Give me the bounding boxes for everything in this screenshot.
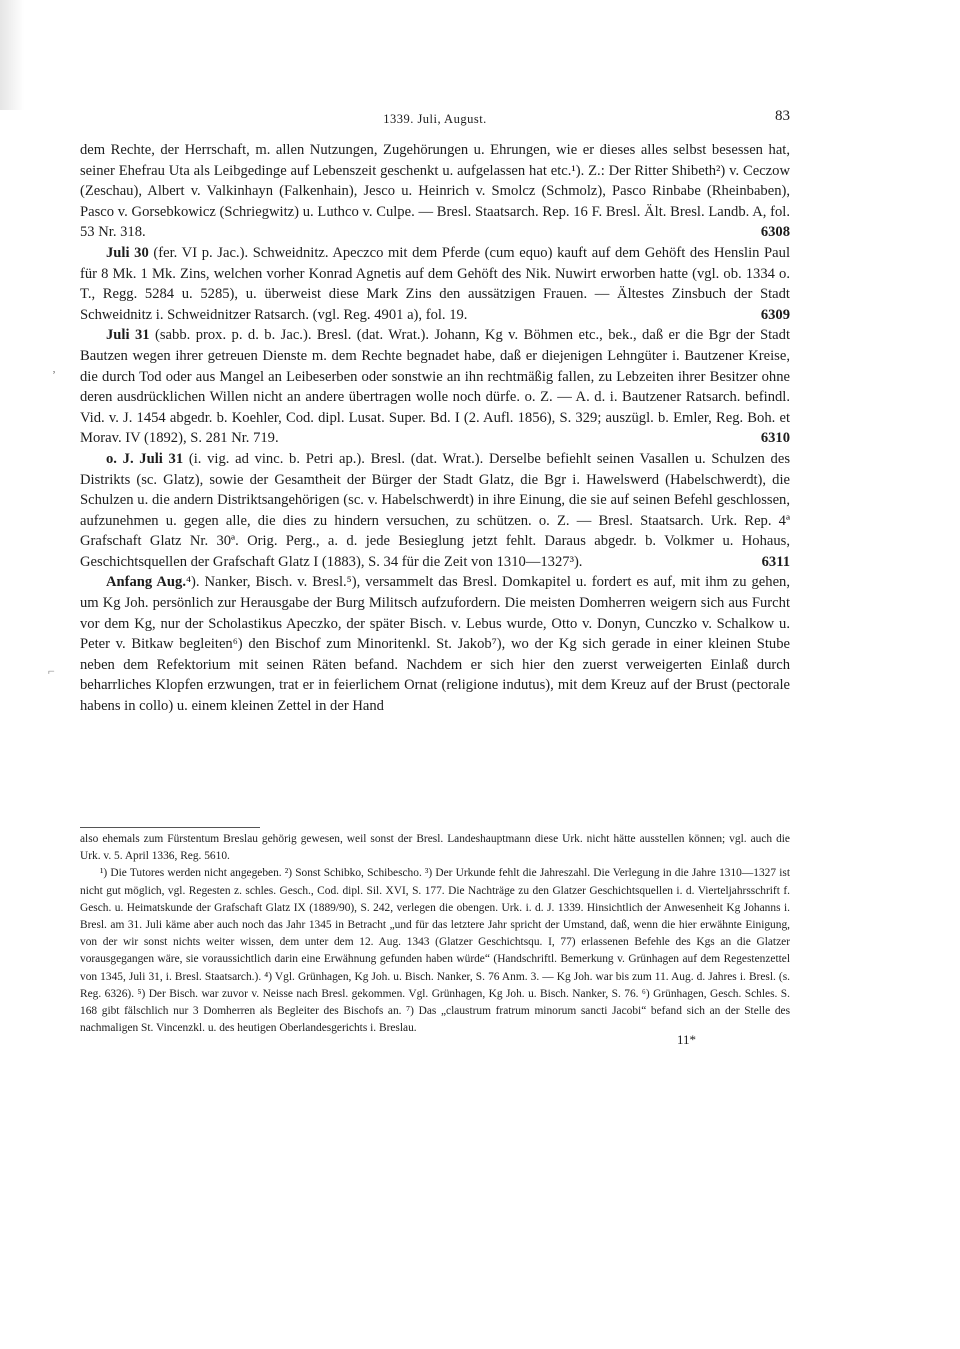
entry-anfang-aug [80,572,790,716]
running-head: 1339. Juli, August. [383,112,487,126]
footnote-list: ¹) Die Tutores werden nicht angegeben. ²) Sonst Schibko, Schibescho. ³) Der Urkunde fehlt die Jahreszahl. Die Verlegung in die Jahre 1310—1327 ist nicht gut möglich, vgl. Regesten z. schles. Gesch., Cod. dipl. Sil. XVI, S. 177. Die Nachträge zu den Glatzer Geschichtsquellen i. d. Vierteljahrsschrift f. Gesch. u. Heimatskunde der Grafschaft Glatz IX (1889/90), S. 242, verlegen die obengen. Urk. i. d. J. 1339. Hinsichtlich der Anwesenheit Kg Johanns i. Bresl. am 31. Juli käme aber auch noch das Jahr 1345 in Betracht „und für das letztere Jahr spricht der Umstand, daß, wenn die hier erwähnte Einigung, von der wir sonst nichts weiter wissen, dem unter dem 12. Aug. 1343 (Glatzer Geschichtsqu. I, 77) erlassenen Befehle des Kgs an die Glatzer vorausgegangen wäre, sie voraussichtlich darin eine Erwähnung gefunden haben würde“ (Handschriftl. Bemerkung v. Grünhagen auf dem Regestenzettel von 1345, Juli 31, i. Bresl. Staatsarch.). ⁴) Vgl. Grünhagen, Kg Joh. u. Bisch. Nanker, S. 76 Anm. 3. — Kg Joh. war bis zum 11. Aug. d. Jahres i. Bresl. (s. Reg. 6326). ⁵) Der Bisch. war zuvor v. Neisse nach Bresl. gekommen. Vgl. Grünhagen, Kg Joh. u. Bisch. Nanker, S. 76. ⁶) Grünhagen, Gesch. Schles. S. 168 gibt fälschlich nur 3 Domherren als Begleiter des Bischofs an. ⁷) Das „claustrum fratrum minorum sancti Jacobi“ befand sich an der Stelle des nachmaligen St. Vincenzkl. u. des heutigen Oberlandesgerichts i. Breslau. [80,867,790,1035]
entry-date: Juli 31 [106,327,150,344]
regest-number: 6309 [760,306,790,323]
entry-6311 [80,449,790,573]
scan-edge-shadow [0,0,24,110]
entry-text: ⁴). Nanker, Bisch. v. Bresl.⁵), versammelt das Bresl. Domkapitel u. fordert es auf, mit ihm zu gehen, um Kg Joh. persönlich zur Herausgabe der Burg Militsch aufzufordern. Die meisten Domherren weigern sich aus Furcht vor dem Kg, nur der Scholastikus Apeczko, der später Bisch. v. Lebus wurde, Otto v. Donyn, Cunczko v. Schalkow u. Peter v. Bitkaw begleiten⁶) den Bischof zum Minoritenkl. St. Jakob⁷), wo der Kg sich gerade in einer kleinen Stube neben dem Refektorium mit seinen Räten befand. Nachdem er sich hier den zuerst verweigerten Einlaß durch beharrliches Klopfen erzwungen, trat er in feierlichem Ornat (religione indutus), mit dem Kreuz auf der Brust (pectorale habens in collo) u. einem kleinen Zettel in der Hand [80,574,790,715]
footnote-rule [80,827,260,828]
entry-date: Juli 30 [106,244,149,261]
margin-pencil-mark: ⌐ [48,664,55,678]
footnote-carryover: also ehemals zum Fürstentum Breslau gehörig gewesen, weil sonst der Bresl. Landeshauptmann diese Urk. nicht hätte ausstellen können; vgl. auch die Urk. v. 5. April 1336, Reg. 5610. [80,833,790,863]
entry-6308 [80,140,790,243]
entry-text: dem Rechte, der Herrschaft, m. allen Nutzungen, Zugehörungen u. Ehrungen, wie er dieses alles selbst besessen hat, seiner Ehefrau Uta als Leibgedinge auf Lebenszeit geschenkt u. aufgelassen hat etc.¹). Z.: Der Ritter Shibeth²) v. Ceczow (Zeschau), Albert v. Valkinhayn (Falkenhain), Jesco u. Heinrich v. Smolcz (Schmolz), Pasco Rinbabe (Rheinbaben), Pasco v. Gorsebkowicz (Schriegwitz) u. Luthco v. Culpe. — Bresl. Staatsarch. Rep. 16 F. Bresl. Ält. Bresl. Landb. A, fol. 53 Nr. 318. [80,142,790,241]
entry-text: (fer. VI p. Jac.). Schweidnitz. Apeczco mit dem Pferde (cum equo) kauft auf dem Gehöft des Henslin Paul für 8 Mk. 1 Mk. Zins, welchen vorher Konrad Agnetis auf dem Gehöft des Nik. Nuwirt erworben hatte (vgl. ob. 1334 o. T., Regg. 5284 u. 5285), u. überweist diese Mark Zins den aussätzigen Frauen. — Ältestes Zinsbuch der Stadt Schweidnitz i. Schweidnitzer Ratsarch. (vgl. Reg. 4901 a), fol. 19. [80,244,790,323]
entry-date: o. J. Juli 31 [106,450,184,467]
footnotes [80,831,790,1037]
page-header [80,108,790,128]
entry-text: (i. vig. ad vinc. b. Petri ap.). Bresl. (dat. Wrat.). Derselbe befiehlt seinen Vasallen u. Schulzen des Distrikts (sc. Glatz), sowie der Gesamtheit der Bürger der Stadt Glatz, die Bgr i. Hawelswerd (Habelschwerdt), die Schulzen u. die andern Distriktsangehörigen (sc. v. Habelschwerdt) in ihre Einung, die sie auf seinen Befehl geschlossen, aufzunehmen u. gegen alle, die dies zu hindern versuchen, zu schützen. o. Z. — Bresl. Staatsarch. Urk. Rep. 4ª Grafschaft Glatz Nr. 30ª. Orig. Perg., a. d. jede Besieglung jetzt fehlt. Daraus abgedr. b. Volkmer u. Hohaus, Geschichtsquellen der Grafschaft Glatz I (1883), S. 34 für die Zeit von 1310—1327³). [80,450,791,570]
margin-pencil-mark: ‚ [52,361,56,375]
entry-text: (sabb. prox. p. d. b. Jac.). Bresl. (dat. Wrat.). Johann, Kg v. Böhmen etc., bek., daß er die Bgr der Stadt Bautzen wegen ihrer getreuen Dienste m. dem Rechte begnadet habe, daß er diejenigen Lehngüter i. Bautzener Kreise, die durch Tod oder aus Mangel an Leibeserben oder sonstwie an ihn rechtmäßig fallen, zu Lebzeiten ihrer Besitzer ohne deren ausdrücklichen Willen nicht an andere übertragen wolle noch dürfe. o. Z. — A. d. i. Bautzener Ratsarch. befindl. Vid. v. J. 1454 abgedr. b. Koehler, Cod. dipl. Lusat. Super. Bd. I (2. Aufl. 1856), S. 329; auszügl. b. Emler, Reg. Boh. et Morav. IV (1892), S. 281 Nr. 719. [80,327,791,447]
entry-date: Anfang Aug. [106,574,186,591]
main-text [80,140,790,717]
entry-6310 [80,325,790,449]
sheet-signature: 11* [677,1032,697,1047]
regest-number: 6310 [760,430,790,447]
regest-number: 6311 [761,553,790,570]
regest-number: 6308 [760,224,790,241]
entry-6309 [80,243,790,325]
page-number: 83 [775,108,790,124]
